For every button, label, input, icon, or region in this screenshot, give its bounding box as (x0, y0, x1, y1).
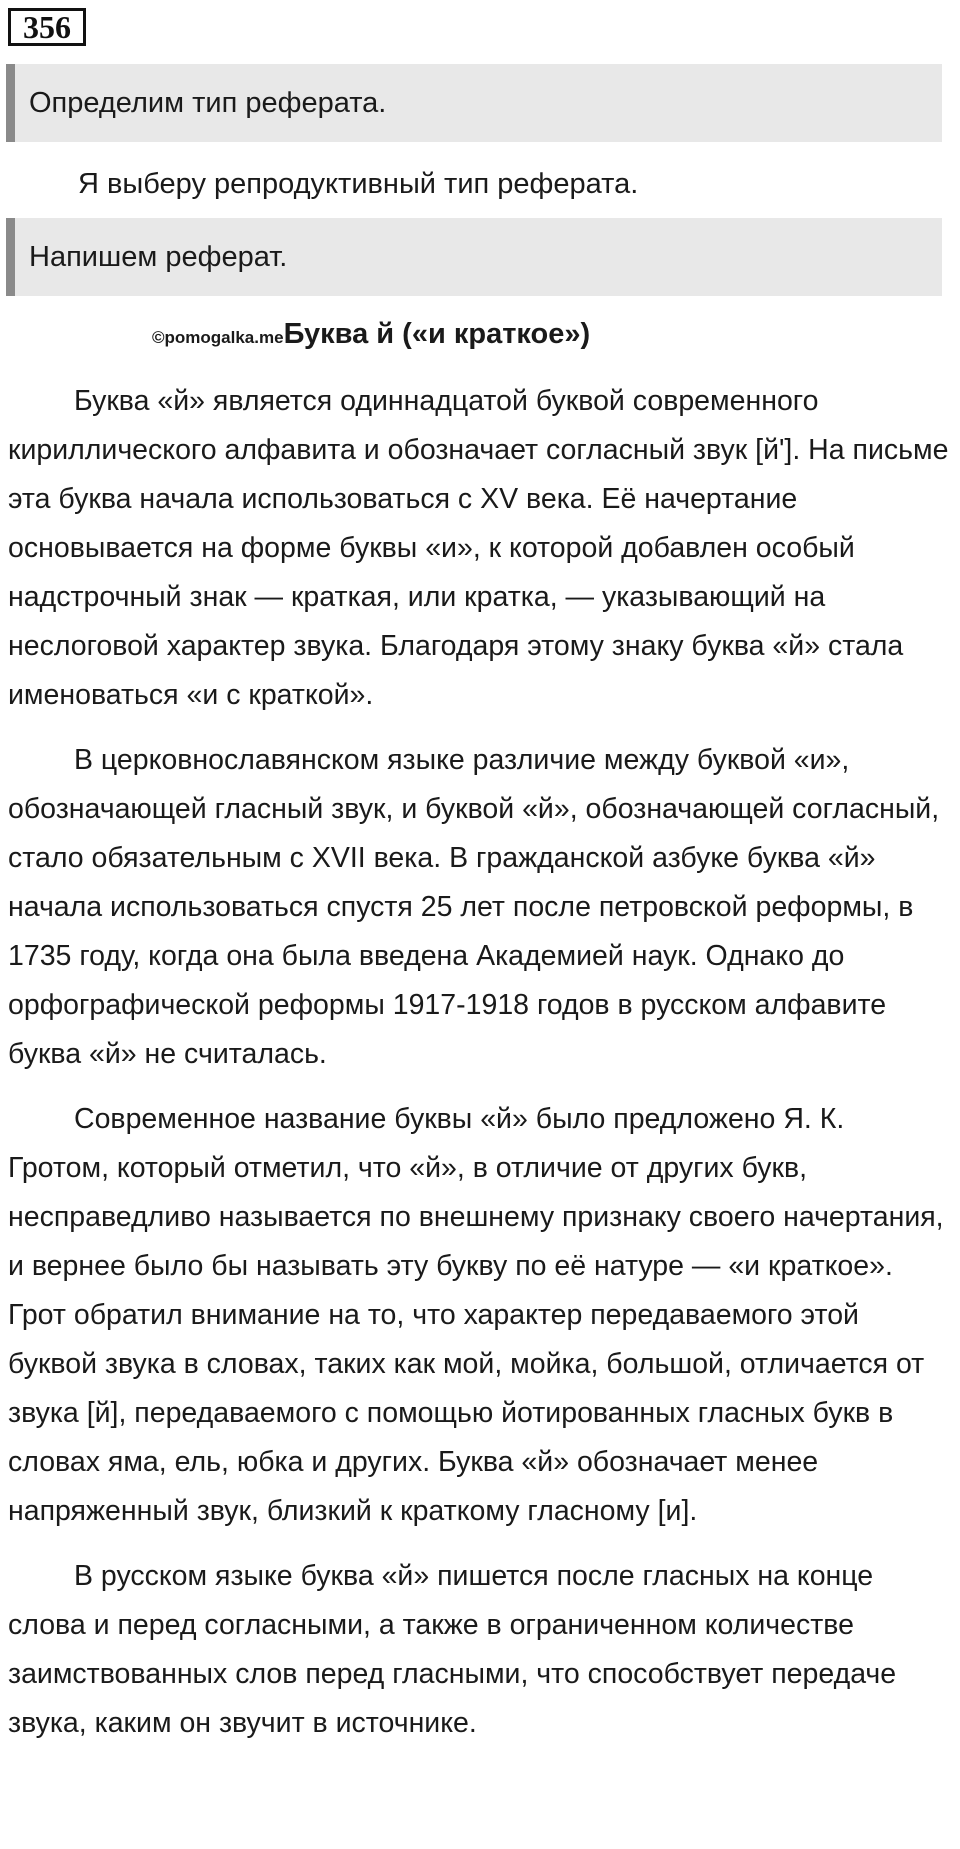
essay-title: Буква й («и краткое») (283, 318, 591, 350)
step-label: Напишем реферат. (29, 241, 288, 273)
essay-body (8, 377, 953, 1764)
task-number: 356 (8, 8, 86, 46)
watermark: ©pomogalka.me (152, 328, 284, 347)
essay-paragraph: В церковнославянском языке различие между буквой «и», обозначающей гласный звук, и буквой «й», обозначающей согласный, стало обязательным с XVII века. В гражданской азбуке буква «й» начала использоваться спустя 25 лет после петровской реформы, в 1735 году, когда она была введена Академией наук. Однако до орфографической реформы 1917-1918 годов в русском алфавите буква «й» не считалась. (8, 744, 940, 1070)
essay-paragraph: В русском языке буква «й» пишется после гласных на конце слова и перед согласными, а также в ограниченном количестве заимствованных слов перед гласными, что способствует передаче звука, каким он звучит в источнике. (8, 1560, 897, 1739)
answer-text: Я выберу репродуктивный тип реферата. (78, 168, 639, 200)
step-box-determine-type (6, 64, 942, 142)
step-label: Определим тип реферата. (29, 87, 387, 119)
essay-paragraph: Современное название буквы «й» было предложено Я. К. Гротом, который отметил, что «й», в отличие от других букв, несправедливо называется по внешнему признаку своего начертания, и вернее было бы называть эту букву по её натуре — «и краткое». Грот обратил внимание на то, что характер передаваемого этой буквой звука в словах, таких как мой, мойка, большой, отличается от звука [й], передаваемого с помощью йотированных гласных букв в словах яма, ель, юбка и других. Буква «й» обозначает менее напряженный звук, близкий к краткому гласному [и]. (8, 1103, 944, 1527)
essay-title-row (152, 318, 590, 362)
essay-paragraph: Буква «й» является одиннадцатой буквой современного кириллического алфавита и обозначает согласный звук [й']. На письме эта буква начала использоваться с XV века. Её начертание основывается на форме буквы «и», к которой добавлен особый надстрочный знак — краткая, или кратка, — указывающий на неслоговой характер звука. Благодаря этому знаку буква «й» стала именоваться «и с краткой». (8, 385, 949, 711)
step-box-write-essay (6, 218, 942, 296)
